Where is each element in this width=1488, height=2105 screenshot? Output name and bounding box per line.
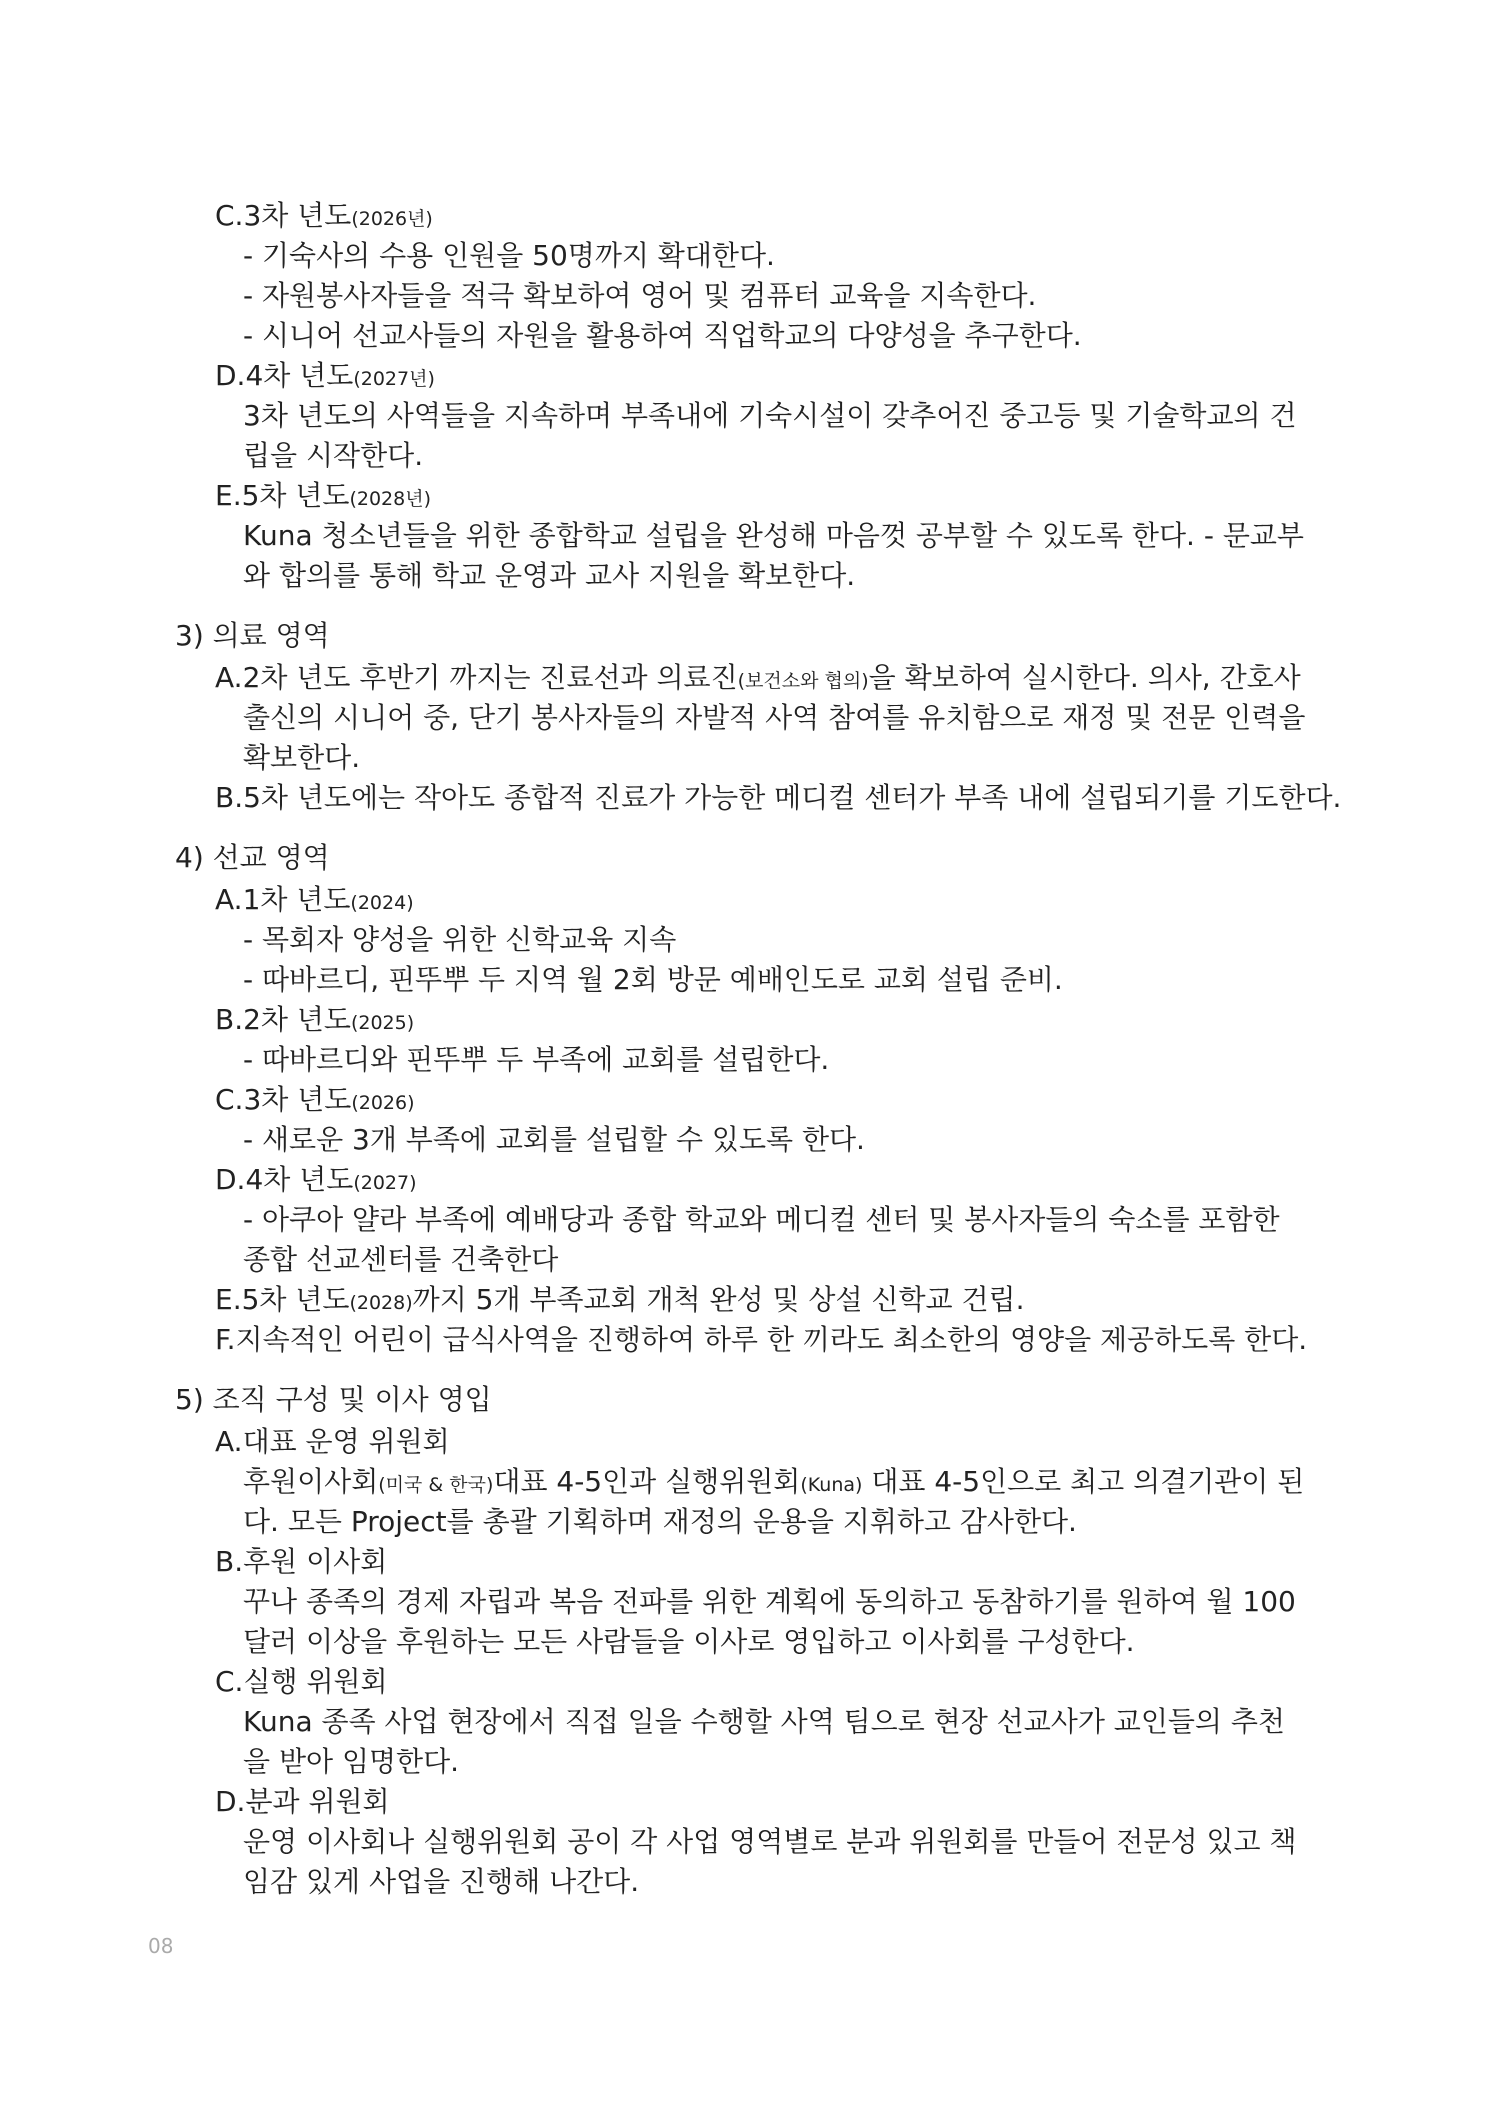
item-text-part: 2차 년도 후반기 까지는 진료선과 의료진 [242,661,738,694]
body-line-text: 달러 이상을 후원하는 모든 사람들을 이사로 영입하고 이사회를 구성한다. [243,1625,1135,1658]
section-heading-text: 4) 선교 영역 [175,841,330,874]
list-item [175,1320,1315,1360]
item-label: D. [215,359,246,392]
item-label: D. [215,1785,246,1818]
body-line [175,1502,1315,1542]
body-line-text: 다. 모든 Project를 총괄 기획하며 재정의 운용을 지휘하고 감사한다. [243,1505,1077,1538]
body-line-text: 확보한다. [243,741,361,774]
body-line [175,516,1315,556]
list-item [175,778,1342,818]
item-label: C. [215,199,244,232]
list-item [175,1000,1315,1040]
body-line-text: 3차 년도의 사역들을 지속하며 부족내에 기숙시설이 갖추어진 중고등 및 기술학교의 건 [243,399,1297,432]
body-line-text: 와 합의를 통해 학교 운영과 교사 지원을 확보한다. [243,559,856,592]
list-item [175,1662,1315,1702]
body-line-text: 꾸나 종족의 경제 자립과 복음 전파를 위한 계획에 동의하고 동참하기를 원하여 월 100 [243,1585,1296,1618]
section-heading-text: 3) 의료 영역 [175,619,330,652]
item-note: (보건소와 협의) [737,670,869,692]
item-label: A. [215,883,243,916]
list-item [175,1080,1315,1120]
item-label: B. [215,1003,244,1036]
body-line [175,1200,1315,1240]
item-text: 후원 이사회 [243,1545,388,1578]
item-text-part: 5차 년도 [241,1283,350,1316]
body-line [175,436,1315,476]
item-text: 5차 년도 [241,479,350,512]
body-line [175,1582,1315,1622]
item-label: C. [215,1665,244,1698]
item-text: 5차 년도에는 작아도 종합적 진료가 가능한 메디컬 센터가 부족 내에 설립되기를 기도한다. [243,781,1342,814]
item-label: B. [215,1545,244,1578]
item-label: C. [215,1083,244,1116]
body-line [175,1120,1315,1160]
body-line-text: - 목회자 양성을 위한 신학교육 지속 [243,923,677,956]
list-item [175,356,1315,396]
section-heading-text: 5) 조직 구성 및 이사 영입 [175,1383,492,1416]
body-line [175,276,1315,316]
list-item [175,1422,1315,1462]
body-line [175,396,1315,436]
body-line-text: Kuna 청소년들을 위한 종합학교 설립을 완성해 마음껏 공부할 수 있도록 한다. - 문교부 [243,519,1304,552]
body-line [175,960,1315,1000]
item-label: B. [215,781,244,814]
item-note: (2027) [353,1172,417,1194]
item-text: 4차 년도 [245,1163,354,1196]
item-text: 분과 위원회 [245,1785,390,1818]
body-line [175,1862,1315,1902]
body-line-text: - 아쿠아 얄라 부족에 예배당과 종합 학교와 메디컬 센터 및 봉사자들의 숙소를 포함한 [243,1203,1280,1236]
item-text: 3차 년도 [243,1083,352,1116]
item-note: (2028) [349,1292,413,1314]
body-line-text: Kuna 종족 사업 현장에서 직접 일을 수행할 사역 팀으로 현장 선교사가 교인들의 추천 [243,1705,1285,1738]
page-number: 08 [148,1934,174,1958]
item-text: 4차 년도 [245,359,354,392]
section-heading [175,614,1315,658]
item-note: (2027년) [353,368,435,390]
body-line-text: 운영 이사회나 실행위원회 공이 각 사업 영역별로 분과 위원회를 만들어 전문성 있고 책 [243,1825,1297,1858]
body-line-text: - 자원봉사자들을 적극 확보하여 영어 및 컴퓨터 교육을 지속한다. [243,279,1037,312]
item-note: (2024) [350,892,414,914]
item-text: 지속적인 어린이 급식사역을 진행하여 하루 한 끼라도 최소한의 영양을 제공하도록 한다. [235,1323,1308,1356]
section-heading [175,1378,1315,1422]
body-line-text: - 따바르디, 핀뚜뿌 두 지역 월 2회 방문 예배인도로 교회 설립 준비. [243,963,1063,996]
body-line-text: 을 받아 임명한다. [243,1745,460,1778]
list-item [175,196,1315,236]
text-part: 대표 4-5인으로 최고 의결기관이 된 [862,1465,1305,1498]
body-line-text [243,1462,1304,1505]
item-label: F. [215,1323,236,1356]
text-note: (Kuna) [800,1474,863,1496]
item-label: E. [215,1283,242,1316]
item-text: 대표 운영 위원회 [242,1425,450,1458]
body-line-text: 임감 있게 사업을 진행해 나간다. [243,1865,640,1898]
list-item [175,880,1315,920]
body-line [175,556,1315,596]
item-text-part: 까지 5개 부족교회 개척 완성 및 상설 신학교 건립. [412,1283,1025,1316]
text-note: (미국 & 한국) [378,1474,494,1496]
body-line [175,316,1315,356]
text-part: 대표 4-5인과 실행위원회 [493,1465,801,1498]
body-line-text: - 따바르디와 핀뚜뿌 두 부족에 교회를 설립한다. [243,1043,830,1076]
item-label: E. [215,479,242,512]
section-heading [175,836,1315,880]
item-text [242,1280,1025,1323]
item-text: 실행 위원회 [243,1665,388,1698]
item-text: 3차 년도 [243,199,352,232]
item-label: D. [215,1163,246,1196]
body-line [175,1822,1315,1862]
body-line-text: 출신의 시니어 중, 단기 봉사자들의 자발적 사역 참여를 유치함으로 재정 및 전문 인력을 [243,701,1306,734]
list-item [175,476,1315,516]
list-item [175,1542,1315,1582]
item-note: (2028년) [349,488,431,510]
body-line [175,698,1315,738]
body-line-text: - 새로운 3개 부족에 교회를 설립할 수 있도록 한다. [243,1123,865,1156]
body-line [175,1040,1315,1080]
item-note: (2026) [351,1092,415,1114]
item-text: 2차 년도 [243,1003,351,1036]
body-line-text: - 시니어 선교사들의 자원을 활용하여 직업학교의 다양성을 추구한다. [243,319,1082,352]
item-text [243,658,1301,701]
item-label: A. [215,1425,243,1458]
body-line [175,1240,1315,1280]
body-line [175,236,1315,276]
list-item [175,1160,1315,1200]
list-item [175,1782,1315,1822]
body-line [175,1742,1315,1782]
body-line [175,1702,1315,1742]
text-part: 후원이사회 [243,1465,379,1498]
body-line-text: - 기숙사의 수용 인원을 50명까지 확대한다. [243,239,775,272]
item-note: (2026년) [351,208,433,230]
body-line-text: 종합 선교센터를 건축한다 [243,1243,559,1276]
body-line [175,920,1315,960]
item-note: (2025) [350,1012,415,1034]
document-body [175,196,1342,1902]
body-line [175,738,1315,778]
list-item [175,1280,1315,1320]
item-text: 1차 년도 [242,883,351,916]
body-line [175,1462,1315,1502]
item-text-part: 을 확보하여 실시한다. 의사, 간호사 [868,661,1301,694]
list-item [175,658,1315,698]
item-label: A. [215,661,243,694]
body-line-text: 립을 시작한다. [243,439,424,472]
body-line [175,1622,1315,1662]
